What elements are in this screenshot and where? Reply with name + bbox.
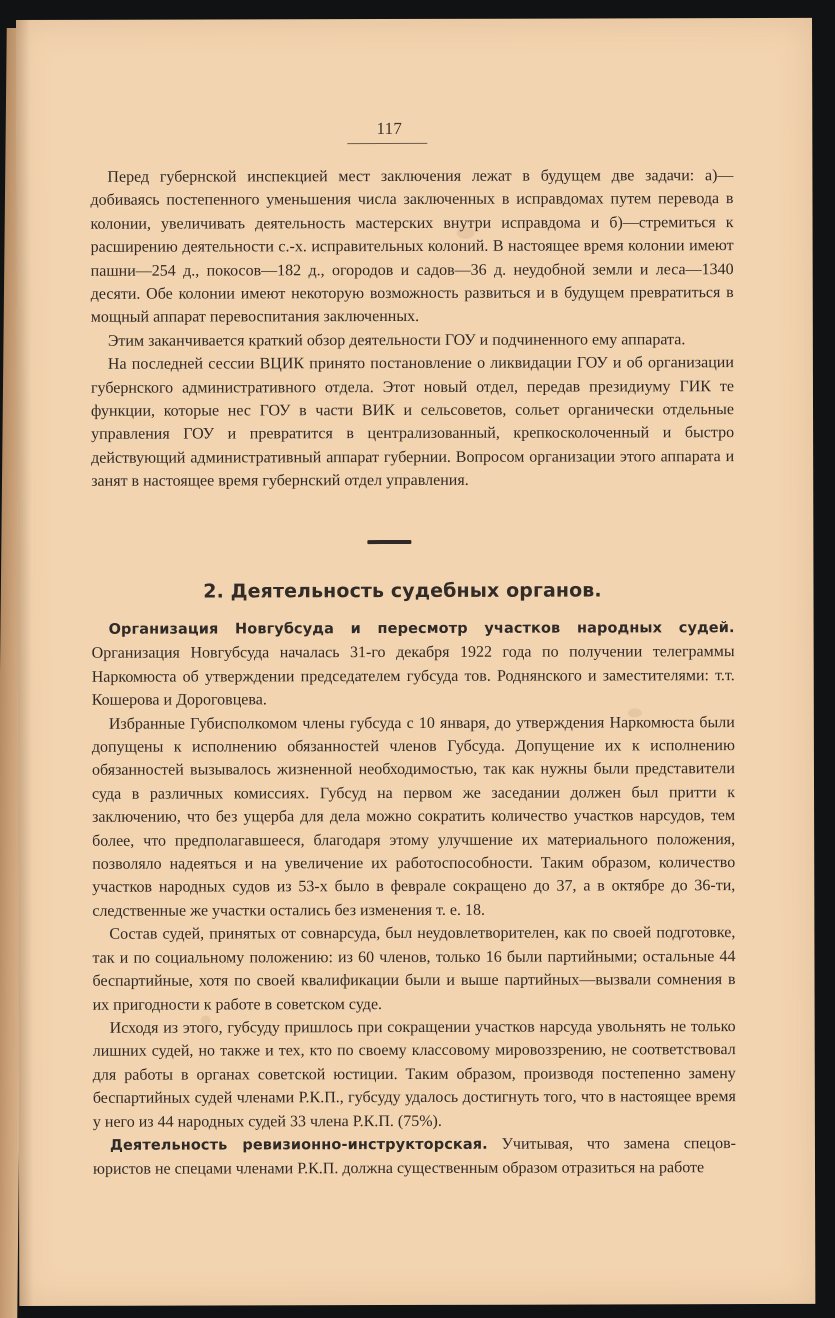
page-number-underline: [347, 143, 427, 144]
paragraph-gubsud-members: Избранные Губисполкомом члены губсуда с 10 января, до утверждения Наркомюста были допущены к исполнению обязанностей членов Губсуда. Допущение их к исполнению обязанностей вызывалось жизненной необходимостью, так как нужны были представители суда в различных комиссиях. Губсуд на первом же заседании должен был притти к заключению, что без ущерба для дела можно сократить количество участков нарсудов, тем более, что предполагавшееся, благодаря этому улучшение их материального положения, позволяло надеяться и на увеличение их работоспособности. Таким образом, количество участков народных судов из 53-х было в феврале сокращено до 37, а в октябре до 36-ти, следственные же участки остались без изменения т. е. 18.: [91, 713, 736, 920]
paragraph-revision-instruction: [93, 1132, 736, 1181]
paragraph-party-members: Исходя из этого, губсуду пришлось при сокращении участков нарсуда увольнять не только лишних судей, но также и тех, кто по своему классовому мировоззрению, не соответствовал для работы в органах советской юстиции. Таким образом, производя постепенно замену беспартийных судей членами Р.К.П., губсуду удалось достигнуть того, что в настоящее время у него из 44 народных судей 33 члена Р.К.П. (75%).: [92, 1018, 736, 1131]
paragraph-run-in-heading: Организация Новгубсуда и пересмотр участков народных судей.: [108, 620, 735, 638]
paragraph-vtsik-decision: На последней сессии ВЦИК принято постановление о ликвидации ГОУ и об организации губернского административного отдела. Этот новый отдел, передав президиуму ГИК те функции, которые нес ГОУ в части ВИК и сельсоветов, сольет органически отдельные управления ГОУ и превратится в централизованный, крепкосколоченный и быстро действующий административный аппарат губернии. Вопросом организации этого аппарата и занят в настоящее время губернский отдел управления.: [90, 354, 735, 491]
judicial-section-text-block: [92, 616, 736, 1181]
upper-text-block: [90, 164, 734, 493]
paragraph-run-in-heading: Деятельность ревизионно-инструкторская.: [109, 1136, 488, 1154]
paragraph-gou-review: Этим заканчивается краткий обзор деятельности ГОУ и подчиненного ему аппарата.: [107, 331, 686, 350]
section-title: 2. Деятельность судебных органов.: [203, 579, 602, 603]
paragraph-run-in-text: Организация Новгубсуда началась 31-го декабря 1922 года по получении телеграммы Наркомюста об утверждении председателем губсуда тов. Роднянского и заместителями: т.т. Кошерова и Дороговцева.: [91, 643, 735, 710]
paragraph-novgubsud-organization: [92, 616, 735, 712]
page-number: 117: [376, 118, 403, 139]
section-divider: [367, 540, 411, 544]
paper-page: [16, 18, 815, 1306]
paragraph-run-in-text: Учитывая, что замена спецов-юристов не спецами членами Р.К.П. должна существенным образом отразиться на работе: [92, 1135, 736, 1179]
paragraph-judges-composition: Состав судей, принятых от совнарсуда, был неудовлетворителен, как по своей подготовке, так и по социальному положению: из 60 членов, только 16 были партийными; остальные 44 беспартийные, хотя по своей квалификации были и выше партийных—вызвали сомнения в их пригодности к работе в советском суде.: [92, 924, 736, 1014]
paragraph-prison-inspection: Перед губернской инспекцией мест заключения лежат в будущем две задачи: а)—добиваясь постепенного уменьшения числа заключенных в исправдомах путем перевода в колонии, увеличивать деятельность мастерских внутри исправдома и б)—стремиться к расширению деятельности с.-х. исправительных колоний. В настоящее время колонии имеют пашни—254 д., покосов—182 д., огородов и садов—36 д. неудобной земли и леса—1340 десяти. Обе колонии имеют некоторую возможность развиться и в будущем превратиться в мощный аппарат перевоспитания заключенных.: [90, 167, 734, 327]
